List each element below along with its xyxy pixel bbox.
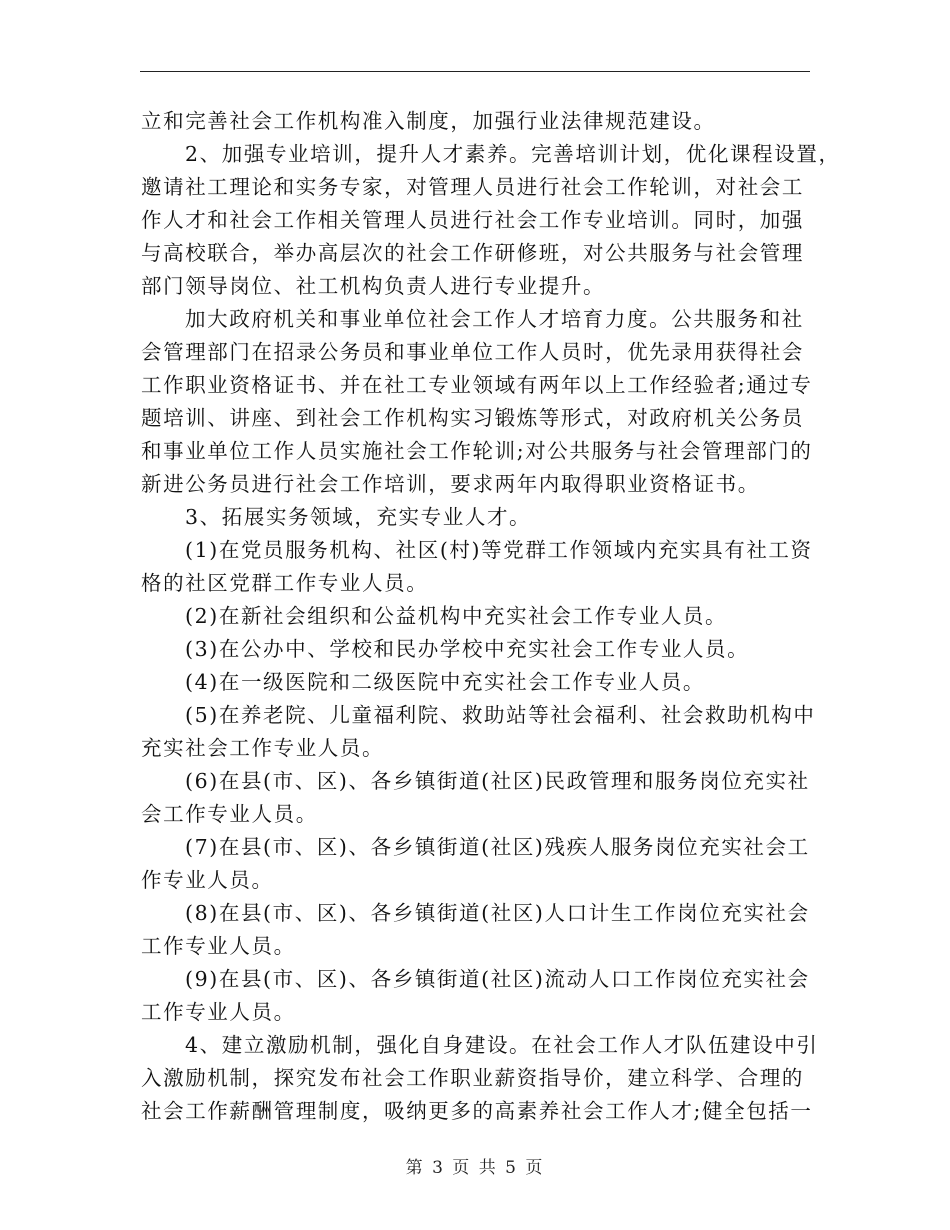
text-line: 3、拓展实务领域，充实专业人才。 [185, 505, 532, 529]
text-line: 社会工作薪酬管理制度，吸纳更多的高素养社会工作人才;健全包括一 [141, 1099, 813, 1123]
text-line: 立和完善社会工作机构准入制度，加强行业法律规范建设。 [141, 109, 716, 133]
text-line: 会管理部门在招录公务员和事业单位工作人员时，优先录用获得社会 [141, 340, 804, 364]
text-line: (8)在县(市、区)、各乡镇街道(社区)人口计生工作岗位充实社会 [185, 901, 810, 925]
text-line: (6)在县(市、区)、各乡镇街道(社区)民政管理和服务岗位充实社 [185, 769, 810, 793]
text-line: (1)在党员服务机构、社区(村)等党群工作领域内充实具有社工资 [185, 538, 813, 562]
text-line: 入激励机制，探究发布社会工作职业薪资指导价，建立科学、合理的 [141, 1066, 804, 1090]
text-line: 题培训、讲座、到社会工作机构实习锻炼等形式，对政府机关公务员 [141, 406, 804, 430]
document-body [141, 105, 841, 1128]
text-line: 作专业人员。 [141, 868, 274, 892]
text-line: 4、建立激励机制，强化自身建设。在社会工作人才队伍建设中引 [185, 1033, 819, 1057]
text-line: 新进公务员进行社会工作培训，要求两年内取得职业资格证书。 [141, 472, 760, 496]
text-line: (4)在一级医院和二级医院中充实社会工作专业人员。 [185, 670, 706, 694]
text-line: 部门领导岗位、社工机构负责人进行专业提升。 [141, 274, 606, 298]
text-line: 格的社区党群工作专业人员。 [141, 571, 429, 595]
text-line: 邀请社工理论和实务专家，对管理人员进行社会工作轮训，对社会工 [141, 175, 804, 199]
text-line: (7)在县(市、区)、各乡镇街道(社区)残疾人服务岗位充实社会工 [185, 835, 810, 859]
text-line: (5)在养老院、儿童福利院、救助站等社会福利、社会救助机构中 [185, 703, 816, 727]
text-line: 工作专业人员。 [141, 1000, 296, 1024]
text-line: (2)在新社会组织和公益机构中充实社会工作专业人员。 [185, 604, 728, 628]
text-line: 会工作专业人员。 [141, 802, 318, 826]
text-line: 2、加强专业培训，提升人才素养。完善培训计划，优化课程设置， [185, 142, 841, 166]
text-line: 作人才和社会工作相关管理人员进行社会工作专业培训。同时，加强 [141, 208, 804, 232]
text-line: 工作职业资格证书、并在社工专业领域有两年以上工作经验者;通过专 [141, 373, 813, 397]
text-line: 充实社会工作专业人员。 [141, 736, 385, 760]
header-rule [140, 71, 810, 72]
text-line: 和事业单位工作人员实施社会工作轮训;对公共服务与社会管理部门的 [141, 439, 813, 463]
page-number-footer: 第 3 页 共 5 页 [405, 1158, 545, 1178]
text-line: 加大政府机关和事业单位社会工作人才培育力度。公共服务和社 [185, 307, 804, 331]
text-line: 与高校联合，举办高层次的社会工作研修班，对公共服务与社会管理 [141, 241, 804, 265]
text-line: 工作专业人员。 [141, 934, 296, 958]
text-line: (9)在县(市、区)、各乡镇街道(社区)流动人口工作岗位充实社会 [185, 967, 810, 991]
text-line: (3)在公办中、学校和民办学校中充实社会工作专业人员。 [185, 637, 750, 661]
